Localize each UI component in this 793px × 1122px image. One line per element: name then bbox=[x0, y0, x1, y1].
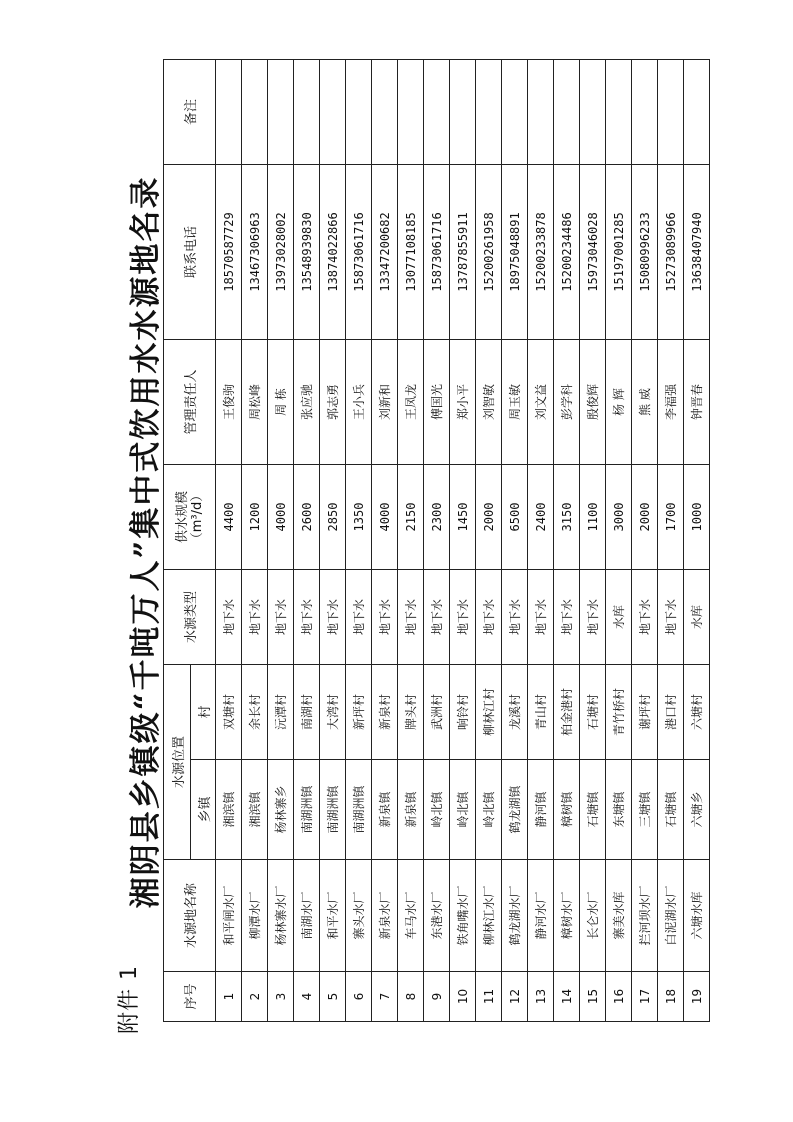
cell-name: 樟树水厂 bbox=[554, 860, 580, 972]
cell-phone: 15200233878 bbox=[528, 164, 554, 339]
cell-seq: 14 bbox=[554, 972, 580, 1022]
table-row bbox=[372, 59, 398, 1021]
cell-phone: 15200234486 bbox=[554, 164, 580, 339]
cell-type: 地下水 bbox=[268, 569, 294, 664]
cell-town: 樟树镇 bbox=[554, 760, 580, 860]
cell-seq: 15 bbox=[580, 972, 606, 1022]
cell-village: 六塘村 bbox=[684, 664, 710, 759]
cell-phone: 13638407940 bbox=[684, 164, 710, 339]
cell-seq: 17 bbox=[632, 972, 658, 1022]
cell-type: 地下水 bbox=[424, 569, 450, 664]
cell-name: 南湖水厂 bbox=[294, 860, 320, 972]
cell-manager: 郭志勇 bbox=[320, 339, 346, 464]
cell-village: 谢坪村 bbox=[632, 664, 658, 759]
cell-scale: 1100 bbox=[580, 464, 606, 569]
cell-manager: 张应驰 bbox=[294, 339, 320, 464]
cell-manager: 傅国光 bbox=[424, 339, 450, 464]
cell-village: 新坪村 bbox=[346, 664, 372, 759]
cell-type: 地下水 bbox=[242, 569, 268, 664]
attachment-label: 附件 1 bbox=[117, 965, 142, 1034]
table-row bbox=[424, 59, 450, 1021]
cell-scale: 3000 bbox=[606, 464, 632, 569]
header-manager: 管理责任人 bbox=[164, 339, 216, 464]
cell-remarks bbox=[320, 59, 346, 164]
cell-seq: 1 bbox=[216, 972, 242, 1022]
cell-seq: 8 bbox=[398, 972, 424, 1022]
cell-phone: 15873061716 bbox=[424, 164, 450, 339]
cell-remarks bbox=[606, 59, 632, 164]
cell-manager: 殷俊辉 bbox=[580, 339, 606, 464]
cell-type: 地下水 bbox=[294, 569, 320, 664]
cell-name: 柳潭水厂 bbox=[242, 860, 268, 972]
cell-manager: 李福强 bbox=[658, 339, 684, 464]
header-village: 村 bbox=[191, 664, 216, 759]
table-row bbox=[320, 59, 346, 1021]
cell-village: 余长村 bbox=[242, 664, 268, 759]
cell-village: 南湖村 bbox=[294, 664, 320, 759]
cell-name: 寨头水厂 bbox=[346, 860, 372, 972]
cell-remarks bbox=[216, 59, 242, 164]
table-row bbox=[268, 59, 294, 1021]
cell-phone: 13787855911 bbox=[450, 164, 476, 339]
cell-manager: 刘文益 bbox=[528, 339, 554, 464]
cell-remarks bbox=[580, 59, 606, 164]
cell-remarks bbox=[658, 59, 684, 164]
cell-seq: 4 bbox=[294, 972, 320, 1022]
cell-manager: 刘新和 bbox=[372, 339, 398, 464]
cell-remarks bbox=[476, 59, 502, 164]
cell-name: 车马水厂 bbox=[398, 860, 424, 972]
cell-village: 龙溪村 bbox=[502, 664, 528, 759]
cell-name: 新泉水厂 bbox=[372, 860, 398, 972]
water-source-roster-table bbox=[163, 59, 710, 1022]
cell-village: 大湾村 bbox=[320, 664, 346, 759]
cell-scale: 1200 bbox=[242, 464, 268, 569]
cell-scale: 1350 bbox=[346, 464, 372, 569]
cell-village: 武洲村 bbox=[424, 664, 450, 759]
cell-name: 柳林江水厂 bbox=[476, 860, 502, 972]
header-scale-line1: 供水规模 bbox=[174, 490, 190, 543]
cell-village: 港口村 bbox=[658, 664, 684, 759]
header-seq: 序号 bbox=[164, 972, 216, 1022]
cell-scale: 1000 bbox=[684, 464, 710, 569]
cell-manager: 周 栋 bbox=[268, 339, 294, 464]
cell-town: 南湖洲镇 bbox=[320, 760, 346, 860]
cell-phone: 18975048891 bbox=[502, 164, 528, 339]
cell-seq: 16 bbox=[606, 972, 632, 1022]
cell-type: 地下水 bbox=[502, 569, 528, 664]
cell-type: 水库 bbox=[606, 569, 632, 664]
cell-remarks bbox=[372, 59, 398, 164]
cell-town: 岭北镇 bbox=[450, 760, 476, 860]
cell-type: 地下水 bbox=[372, 569, 398, 664]
cell-name: 静河水厂 bbox=[528, 860, 554, 972]
cell-manager: 郑小平 bbox=[450, 339, 476, 464]
cell-scale: 2600 bbox=[294, 464, 320, 569]
cell-scale: 2300 bbox=[424, 464, 450, 569]
cell-village: 柏金港村 bbox=[554, 664, 580, 759]
header-name: 水源地名称 bbox=[164, 860, 216, 972]
table-row bbox=[528, 59, 554, 1021]
cell-village: 新泉村 bbox=[372, 664, 398, 759]
table-row bbox=[294, 59, 320, 1021]
document-title: 湘阴县乡镇级“千吨万人”集中式饮用水水源地名录 bbox=[128, 175, 164, 909]
cell-seq: 12 bbox=[502, 972, 528, 1022]
cell-town: 新泉镇 bbox=[398, 760, 424, 860]
table-row bbox=[580, 59, 606, 1021]
cell-seq: 6 bbox=[346, 972, 372, 1022]
cell-village: 石塘村 bbox=[580, 664, 606, 759]
cell-remarks bbox=[528, 59, 554, 164]
cell-town: 石塘镇 bbox=[580, 760, 606, 860]
cell-manager: 王小兵 bbox=[346, 339, 372, 464]
cell-village: 柳林江村 bbox=[476, 664, 502, 759]
cell-scale: 4400 bbox=[216, 464, 242, 569]
cell-village: 青竹桥村 bbox=[606, 664, 632, 759]
table-row bbox=[450, 59, 476, 1021]
table-row bbox=[632, 59, 658, 1021]
cell-town: 湘滨镇 bbox=[216, 760, 242, 860]
cell-manager: 王俊驹 bbox=[216, 339, 242, 464]
cell-type: 地下水 bbox=[216, 569, 242, 664]
table-row bbox=[242, 59, 268, 1021]
cell-phone: 15973046028 bbox=[580, 164, 606, 339]
cell-phone: 13874022866 bbox=[320, 164, 346, 339]
table-row bbox=[554, 59, 580, 1021]
table-row bbox=[346, 59, 372, 1021]
header-type: 水源类型 bbox=[164, 569, 216, 664]
cell-name: 寨美水库 bbox=[606, 860, 632, 972]
cell-town: 鹤龙湖镇 bbox=[502, 760, 528, 860]
header-remarks: 备注 bbox=[164, 59, 216, 164]
cell-town: 湘滨镇 bbox=[242, 760, 268, 860]
cell-phone: 13973028002 bbox=[268, 164, 294, 339]
cell-type: 地下水 bbox=[580, 569, 606, 664]
table-row bbox=[398, 59, 424, 1021]
cell-town: 石塘镇 bbox=[658, 760, 684, 860]
cell-type: 地下水 bbox=[398, 569, 424, 664]
table-row bbox=[502, 59, 528, 1021]
table-row bbox=[216, 59, 242, 1021]
cell-scale: 1700 bbox=[658, 464, 684, 569]
header-phone: 联系电话 bbox=[164, 164, 216, 339]
cell-name: 六塘水库 bbox=[684, 860, 710, 972]
cell-type: 地下水 bbox=[554, 569, 580, 664]
cell-remarks bbox=[424, 59, 450, 164]
cell-seq: 3 bbox=[268, 972, 294, 1022]
table-row bbox=[658, 59, 684, 1021]
cell-phone: 13347200682 bbox=[372, 164, 398, 339]
cell-village: 牌头村 bbox=[398, 664, 424, 759]
cell-scale: 2150 bbox=[398, 464, 424, 569]
cell-scale: 4000 bbox=[372, 464, 398, 569]
cell-seq: 10 bbox=[450, 972, 476, 1022]
cell-town: 岭北镇 bbox=[476, 760, 502, 860]
cell-seq: 2 bbox=[242, 972, 268, 1022]
cell-remarks bbox=[268, 59, 294, 164]
table-row bbox=[476, 59, 502, 1021]
cell-scale: 4000 bbox=[268, 464, 294, 569]
cell-seq: 19 bbox=[684, 972, 710, 1022]
cell-seq: 13 bbox=[528, 972, 554, 1022]
cell-type: 水库 bbox=[684, 569, 710, 664]
cell-seq: 9 bbox=[424, 972, 450, 1022]
cell-phone: 13467306963 bbox=[242, 164, 268, 339]
cell-scale: 2400 bbox=[528, 464, 554, 569]
cell-town: 南湖洲镇 bbox=[346, 760, 372, 860]
cell-scale: 3150 bbox=[554, 464, 580, 569]
cell-name: 鹤龙湖水厂 bbox=[502, 860, 528, 972]
cell-name: 铁角嘴水厂 bbox=[450, 860, 476, 972]
cell-remarks bbox=[398, 59, 424, 164]
cell-phone: 13548939830 bbox=[294, 164, 320, 339]
cell-manager: 王凤龙 bbox=[398, 339, 424, 464]
cell-name: 东港水厂 bbox=[424, 860, 450, 972]
cell-town: 东塘镇 bbox=[606, 760, 632, 860]
cell-type: 地下水 bbox=[346, 569, 372, 664]
cell-manager: 杨 辉 bbox=[606, 339, 632, 464]
cell-manager: 周松峰 bbox=[242, 339, 268, 464]
cell-manager: 钟晋春 bbox=[684, 339, 710, 464]
cell-town: 三塘镇 bbox=[632, 760, 658, 860]
cell-name: 和平水厂 bbox=[320, 860, 346, 972]
cell-type: 地下水 bbox=[528, 569, 554, 664]
cell-remarks bbox=[502, 59, 528, 164]
cell-village: 青山村 bbox=[528, 664, 554, 759]
table-row bbox=[606, 59, 632, 1021]
cell-scale: 2000 bbox=[632, 464, 658, 569]
cell-manager: 刘智敏 bbox=[476, 339, 502, 464]
cell-remarks bbox=[684, 59, 710, 164]
cell-name: 长仑水厂 bbox=[580, 860, 606, 972]
cell-manager: 彭学科 bbox=[554, 339, 580, 464]
table-row bbox=[684, 59, 710, 1021]
cell-name: 拦河坝水厂 bbox=[632, 860, 658, 972]
header-town: 乡镇 bbox=[191, 760, 216, 860]
cell-type: 地下水 bbox=[476, 569, 502, 664]
cell-scale: 1450 bbox=[450, 464, 476, 569]
cell-town: 新泉镇 bbox=[372, 760, 398, 860]
cell-remarks bbox=[632, 59, 658, 164]
cell-name: 白泥湖水厂 bbox=[658, 860, 684, 972]
header-location: 水源位置 bbox=[164, 664, 191, 859]
cell-seq: 18 bbox=[658, 972, 684, 1022]
header-scale bbox=[164, 464, 216, 569]
cell-village: 响铃村 bbox=[450, 664, 476, 759]
cell-scale: 6500 bbox=[502, 464, 528, 569]
cell-phone: 15273089966 bbox=[658, 164, 684, 339]
cell-seq: 5 bbox=[320, 972, 346, 1022]
cell-phone: 15873061716 bbox=[346, 164, 372, 339]
cell-type: 地下水 bbox=[450, 569, 476, 664]
cell-phone: 15080996233 bbox=[632, 164, 658, 339]
cell-phone: 18570587729 bbox=[216, 164, 242, 339]
cell-remarks bbox=[554, 59, 580, 164]
cell-type: 地下水 bbox=[658, 569, 684, 664]
cell-scale: 2000 bbox=[476, 464, 502, 569]
cell-name: 杨林寨水厂 bbox=[268, 860, 294, 972]
cell-phone: 15200261958 bbox=[476, 164, 502, 339]
cell-remarks bbox=[294, 59, 320, 164]
cell-village: 双塘村 bbox=[216, 664, 242, 759]
cell-type: 地下水 bbox=[320, 569, 346, 664]
header-scale-line2: （m³/d） bbox=[189, 488, 205, 546]
cell-scale: 2850 bbox=[320, 464, 346, 569]
cell-phone: 13077108185 bbox=[398, 164, 424, 339]
cell-seq: 11 bbox=[476, 972, 502, 1022]
cell-remarks bbox=[242, 59, 268, 164]
cell-village: 沅潭村 bbox=[268, 664, 294, 759]
cell-phone: 15197001285 bbox=[606, 164, 632, 339]
cell-name: 和平闸水厂 bbox=[216, 860, 242, 972]
cell-town: 南湖洲镇 bbox=[294, 760, 320, 860]
cell-remarks bbox=[346, 59, 372, 164]
cell-seq: 7 bbox=[372, 972, 398, 1022]
cell-remarks bbox=[450, 59, 476, 164]
cell-manager: 熊 威 bbox=[632, 339, 658, 464]
cell-manager: 周玉敏 bbox=[502, 339, 528, 464]
cell-town: 岭北镇 bbox=[424, 760, 450, 860]
cell-type: 地下水 bbox=[632, 569, 658, 664]
cell-town: 六塘乡 bbox=[684, 760, 710, 860]
cell-town: 静河镇 bbox=[528, 760, 554, 860]
cell-town: 杨林寨乡 bbox=[268, 760, 294, 860]
